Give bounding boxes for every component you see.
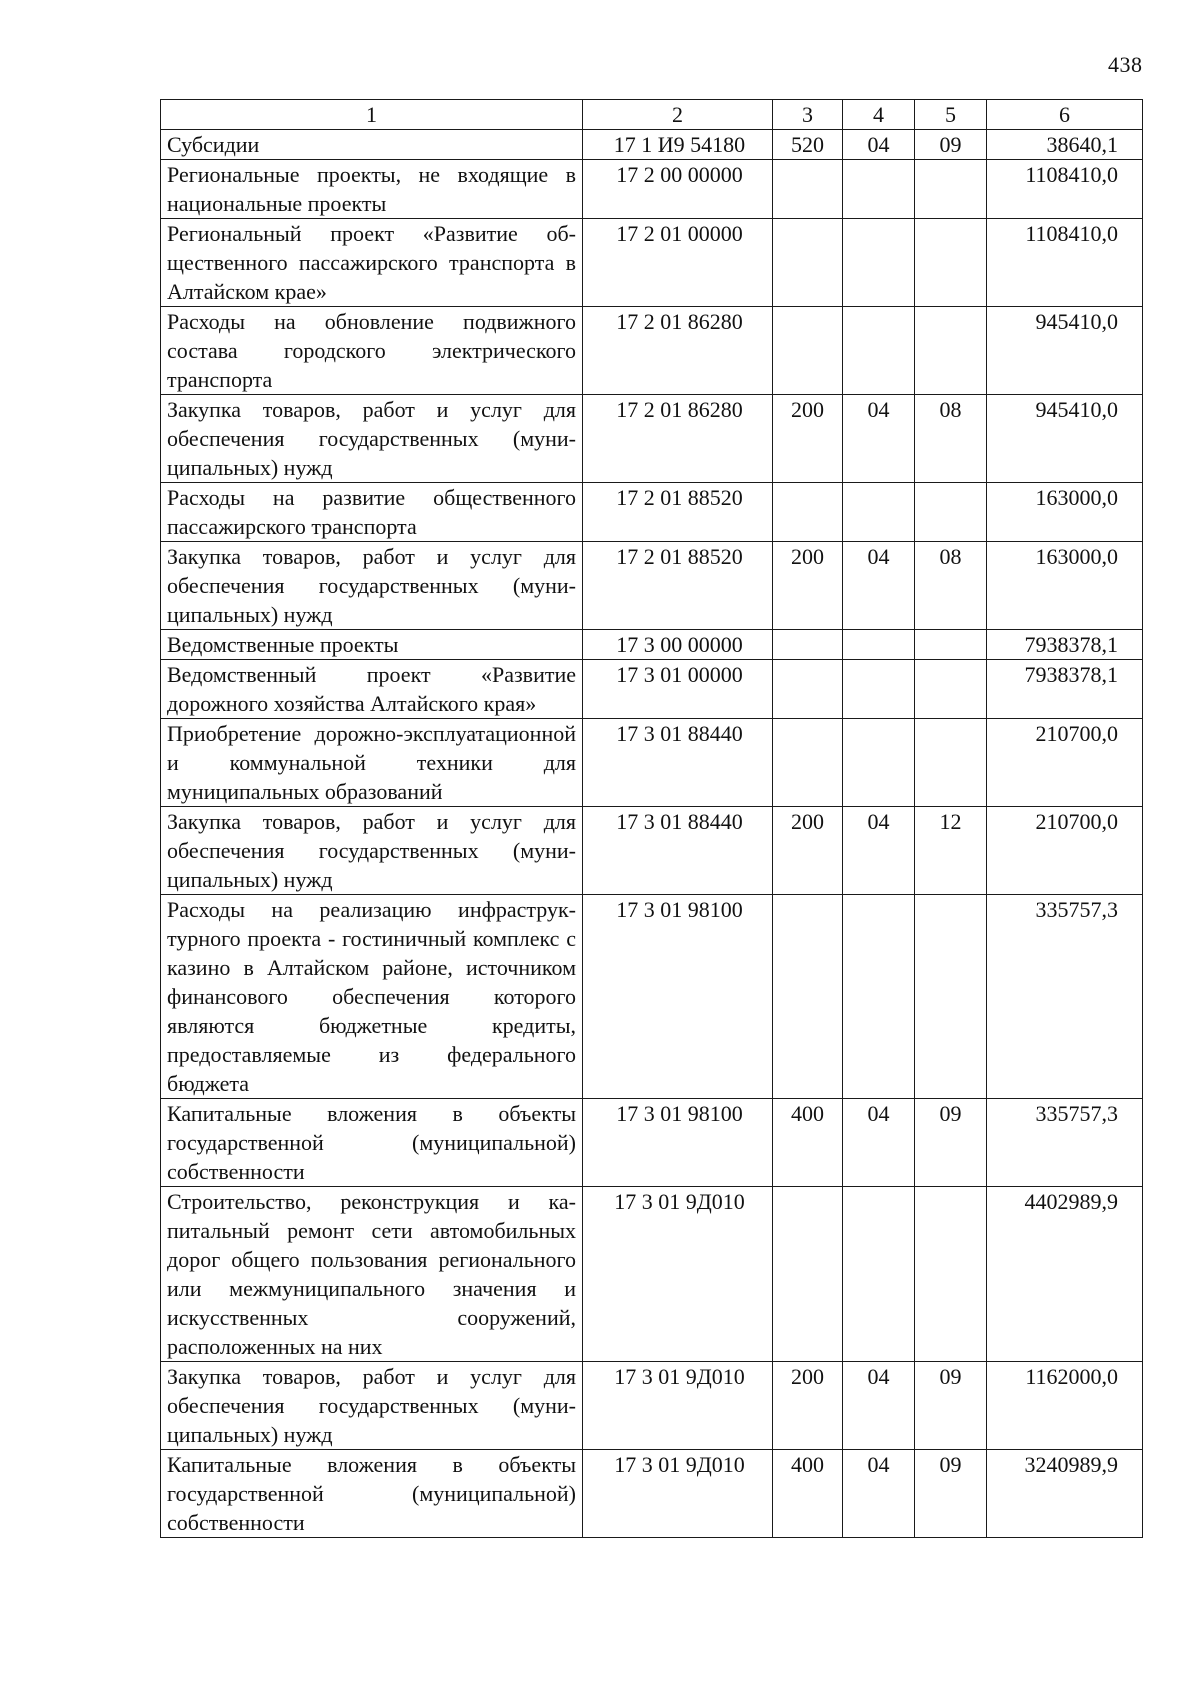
row-name: Региональные проекты, не входящие в национальные проекты bbox=[161, 160, 583, 219]
row-col5 bbox=[915, 160, 987, 219]
row-col5: 08 bbox=[915, 395, 987, 483]
row-col4: 04 bbox=[843, 1362, 915, 1450]
table-row bbox=[161, 483, 1143, 542]
row-code: 17 3 01 98100 bbox=[583, 1099, 773, 1187]
row-col4: 04 bbox=[843, 395, 915, 483]
row-col4: 04 bbox=[843, 542, 915, 630]
row-col4 bbox=[843, 219, 915, 307]
row-amount: 335757,3 bbox=[987, 1099, 1143, 1187]
table-row bbox=[161, 719, 1143, 807]
row-col4 bbox=[843, 719, 915, 807]
table-row bbox=[161, 219, 1143, 307]
row-col3: 200 bbox=[773, 807, 843, 895]
row-name: Закупка товаров, работ и услуг для обеспечения государственных (муниципальных) нужд bbox=[161, 1362, 583, 1450]
row-col4: 04 bbox=[843, 1450, 915, 1538]
table-row bbox=[161, 1362, 1143, 1450]
table-row bbox=[161, 1099, 1143, 1187]
table-row bbox=[161, 395, 1143, 483]
row-col3: 200 bbox=[773, 395, 843, 483]
row-code: 17 3 01 98100 bbox=[583, 895, 773, 1099]
row-name: Закупка товаров, работ и услуг для обеспечения государственных (муниципальных) нужд bbox=[161, 395, 583, 483]
row-col3 bbox=[773, 895, 843, 1099]
row-name: Закупка товаров, работ и услуг для обеспечения государственных (муниципальных) нужд bbox=[161, 542, 583, 630]
row-name: Субсидии bbox=[161, 130, 583, 160]
row-col3: 200 bbox=[773, 542, 843, 630]
table-row bbox=[161, 807, 1143, 895]
row-amount: 4402989,9 bbox=[987, 1187, 1143, 1362]
row-col3 bbox=[773, 307, 843, 395]
row-amount: 945410,0 bbox=[987, 395, 1143, 483]
row-col4 bbox=[843, 307, 915, 395]
table-row bbox=[161, 542, 1143, 630]
row-code: 17 2 01 86280 bbox=[583, 307, 773, 395]
row-col4 bbox=[843, 1187, 915, 1362]
column-header-5: 5 bbox=[915, 100, 987, 130]
row-code: 17 3 01 9Д010 bbox=[583, 1362, 773, 1450]
row-code: 17 3 01 9Д010 bbox=[583, 1450, 773, 1538]
row-code: 17 2 01 88520 bbox=[583, 542, 773, 630]
column-header-6: 6 bbox=[987, 100, 1143, 130]
row-name: Закупка товаров, работ и услуг для обеспечения государственных (муниципальных) нужд bbox=[161, 807, 583, 895]
row-amount: 1162000,0 bbox=[987, 1362, 1143, 1450]
row-col3: 400 bbox=[773, 1099, 843, 1187]
row-col5: 09 bbox=[915, 1099, 987, 1187]
row-amount: 38640,1 bbox=[987, 130, 1143, 160]
row-col4 bbox=[843, 160, 915, 219]
row-code: 17 3 00 00000 bbox=[583, 630, 773, 660]
table-row bbox=[161, 1450, 1143, 1538]
row-col3 bbox=[773, 160, 843, 219]
row-col5: 09 bbox=[915, 1362, 987, 1450]
table-row bbox=[161, 130, 1143, 160]
row-col4 bbox=[843, 895, 915, 1099]
row-col5: 09 bbox=[915, 130, 987, 160]
row-col5 bbox=[915, 1187, 987, 1362]
row-name: Региональный проект «Развитие общественного пассажирского транспорта в Алтайском крае» bbox=[161, 219, 583, 307]
column-header-1: 1 bbox=[161, 100, 583, 130]
row-col5 bbox=[915, 219, 987, 307]
row-col5 bbox=[915, 719, 987, 807]
column-header-4: 4 bbox=[843, 100, 915, 130]
row-amount: 210700,0 bbox=[987, 807, 1143, 895]
table-row bbox=[161, 307, 1143, 395]
row-name: Приобретение дорожно-эксплуатационной и коммунальной техники для муниципальных образований bbox=[161, 719, 583, 807]
row-amount: 1108410,0 bbox=[987, 219, 1143, 307]
row-col5: 12 bbox=[915, 807, 987, 895]
row-col5 bbox=[915, 307, 987, 395]
table-row bbox=[161, 630, 1143, 660]
row-name: Расходы на обновление подвижного состава городского электрического транспорта bbox=[161, 307, 583, 395]
budget-table bbox=[160, 99, 1143, 1538]
row-col4: 04 bbox=[843, 807, 915, 895]
header-row bbox=[161, 100, 1143, 130]
row-code: 17 3 01 9Д010 bbox=[583, 1187, 773, 1362]
row-col5: 08 bbox=[915, 542, 987, 630]
row-col5 bbox=[915, 483, 987, 542]
row-col5: 09 bbox=[915, 1450, 987, 1538]
row-name: Ведомственные проекты bbox=[161, 630, 583, 660]
row-col4: 04 bbox=[843, 1099, 915, 1187]
row-amount: 163000,0 bbox=[987, 483, 1143, 542]
row-code: 17 2 01 88520 bbox=[583, 483, 773, 542]
row-code: 17 2 00 00000 bbox=[583, 160, 773, 219]
row-col3 bbox=[773, 483, 843, 542]
row-code: 17 3 01 88440 bbox=[583, 719, 773, 807]
row-code: 17 1 И9 54180 bbox=[583, 130, 773, 160]
row-amount: 7938378,1 bbox=[987, 660, 1143, 719]
row-amount: 335757,3 bbox=[987, 895, 1143, 1099]
table-row bbox=[161, 660, 1143, 719]
row-name: Расходы на реализацию инфраструктурного проекта - гостиничный комплекс с казино в Алтайском районе, источником финансового обеспечения которого являются бюджетные кредиты, предоставляемые из федерального бюджета bbox=[161, 895, 583, 1099]
row-col3: 200 bbox=[773, 1362, 843, 1450]
row-col3 bbox=[773, 219, 843, 307]
row-amount: 1108410,0 bbox=[987, 160, 1143, 219]
row-col4 bbox=[843, 660, 915, 719]
row-name: Ведомственный проект «Развитие дорожного хозяйства Алтайского края» bbox=[161, 660, 583, 719]
row-amount: 3240989,9 bbox=[987, 1450, 1143, 1538]
table-row bbox=[161, 1187, 1143, 1362]
row-col3 bbox=[773, 719, 843, 807]
row-col5 bbox=[915, 630, 987, 660]
page-number: 438 bbox=[1108, 52, 1143, 77]
table-body bbox=[161, 130, 1143, 1538]
row-code: 17 2 01 86280 bbox=[583, 395, 773, 483]
row-col3 bbox=[773, 660, 843, 719]
row-amount: 7938378,1 bbox=[987, 630, 1143, 660]
row-name: Капитальные вложения в объекты государственной (муниципальной) собственности bbox=[161, 1099, 583, 1187]
table-row bbox=[161, 160, 1143, 219]
row-col5 bbox=[915, 660, 987, 719]
row-col4: 04 bbox=[843, 130, 915, 160]
row-code: 17 3 01 88440 bbox=[583, 807, 773, 895]
row-col5 bbox=[915, 895, 987, 1099]
row-col3: 400 bbox=[773, 1450, 843, 1538]
row-amount: 210700,0 bbox=[987, 719, 1143, 807]
row-name: Строительство, реконструкция и капитальный ремонт сети автомобильных дорог общего пользования регионального или межмуниципального значения и искусственных сооружений, расположенных на них bbox=[161, 1187, 583, 1362]
row-amount: 945410,0 bbox=[987, 307, 1143, 395]
table-header bbox=[161, 100, 1143, 130]
row-name: Капитальные вложения в объекты государственной (муниципальной) собственности bbox=[161, 1450, 583, 1538]
column-header-3: 3 bbox=[773, 100, 843, 130]
row-code: 17 2 01 00000 bbox=[583, 219, 773, 307]
row-amount: 163000,0 bbox=[987, 542, 1143, 630]
row-code: 17 3 01 00000 bbox=[583, 660, 773, 719]
row-name: Расходы на развитие общественного пассажирского транспорта bbox=[161, 483, 583, 542]
row-col4 bbox=[843, 630, 915, 660]
row-col4 bbox=[843, 483, 915, 542]
row-col3 bbox=[773, 630, 843, 660]
row-col3 bbox=[773, 1187, 843, 1362]
table-row bbox=[161, 895, 1143, 1099]
column-header-2: 2 bbox=[583, 100, 773, 130]
row-col3: 520 bbox=[773, 130, 843, 160]
